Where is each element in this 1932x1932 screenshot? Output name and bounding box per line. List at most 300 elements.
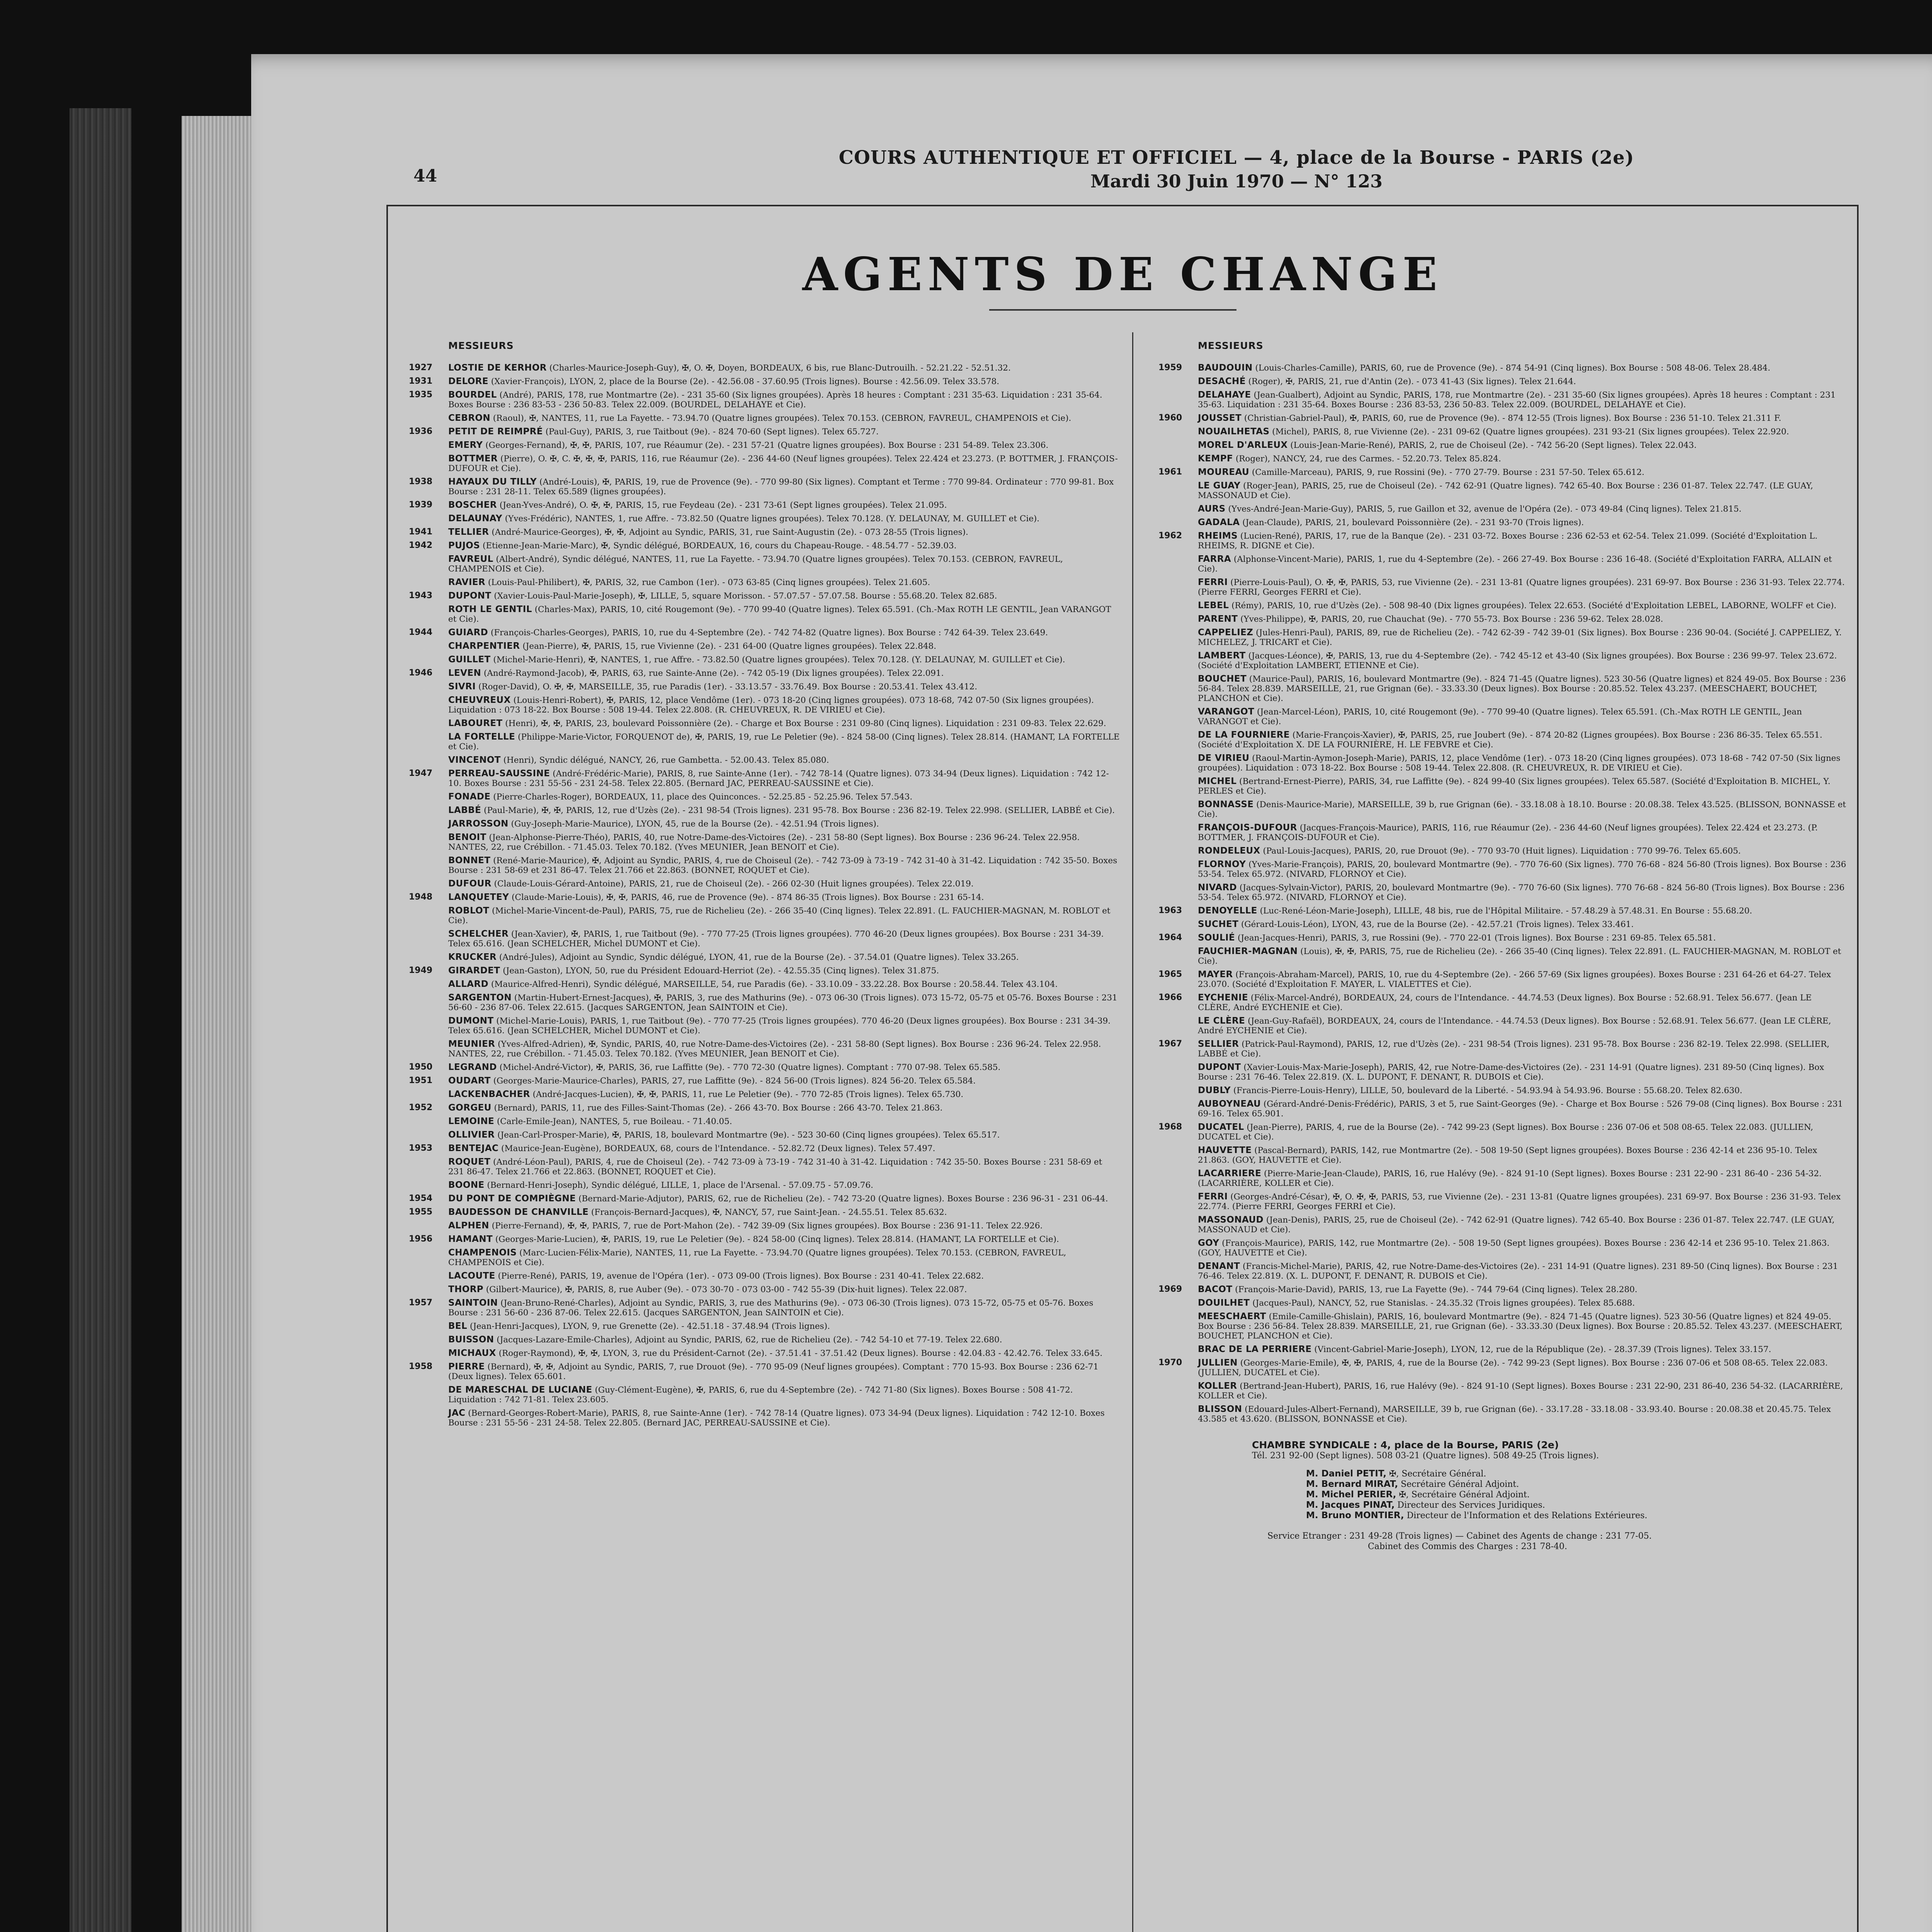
agent-name: BEL bbox=[448, 1321, 468, 1331]
agent-details: (Georges-Fernand), ✠, ✠, PARIS, 107, rue Réaumur (2e). - 231 57-21 (Quatre lignes groupées). Box Bourse : 231 54-89. Telex 23.306. bbox=[483, 440, 1049, 450]
agent-name: DE VIRIEU bbox=[1198, 753, 1250, 763]
agent-details: (Roger-Raymond), ✠, ✠, LYON, 3, rue du Président-Carnot (2e). - 37.51.41 - 37.51.42 (Deux lignes). Bourse : 42.04.83 - 42.42.76. Telex 33.645. bbox=[496, 1349, 1103, 1358]
right-column bbox=[1151, 340, 1847, 1552]
agent-entry bbox=[1151, 554, 1847, 574]
agent-details: (Charles-Maurice-Joseph-Guy), ✠, O. ✠, Doyen, BORDEAUX, 6 bis, rue Blanc-Dutrouilh. - 52.21.22 - 52.51.32. bbox=[546, 363, 1011, 373]
agent-entry bbox=[402, 718, 1121, 728]
agent-name: MICHEL bbox=[1198, 776, 1237, 786]
right-column-header: MESSIEURS bbox=[1198, 340, 1264, 351]
agent-name: LE CLÈRE bbox=[1198, 1016, 1245, 1026]
agent-details: (Maurice-Paul), PARIS, 16, boulevard Montmartre (9e). - 824 71-45 (Quatre lignes). 523 30-56 (Quatre lignes) et 824 49-05. Box Bourse : 236 56-84. Telex 28.839. MARSEILLE, 21, rue Grignan (6e). - 33.33.30 (Deux lignes). Box Bourse : 20.85.52. Telex 43.237. (MEESCHAERT, BOUCHET, PLANCHON et Cie). bbox=[1198, 674, 1846, 703]
agent-name: ROTH LE GENTIL bbox=[448, 604, 532, 614]
agent-entry bbox=[1151, 846, 1847, 856]
agent-name: DUMONT bbox=[448, 1016, 494, 1026]
agent-details: (Jean-Pierre), PARIS, 4, rue de la Bourse (2e). - 742 99-23 (Sept lignes). Box Bourse : 236 07-06 et 508 08-65. Telex 22.083. (JULLIEN, DUCATEL et Cie). bbox=[1198, 1122, 1813, 1142]
agent-entry bbox=[402, 1408, 1121, 1428]
agent-details: (André-Léon-Paul), PARIS, 4, rue de Choiseul (2e). - 742 73-09 à 73-19 - 742 31-40 à 31-42. Liquidation : 742 35-50. Boxes Bourse : 231 58-69 et 231 86-47. Telex 21.766 et 22.863. (BONNET, ROQUET et Cie). bbox=[448, 1157, 1102, 1177]
agent-entry bbox=[1151, 799, 1847, 819]
agent-year: 1949 bbox=[409, 966, 433, 975]
agent-details: (Luc-René-Léon-Marie-Joseph), LILLE, 48 bis, rue de l'Hôpital Militaire. - 57.48.29 à 57.48.31. En Bourse : 55.68.20. bbox=[1257, 906, 1752, 916]
agent-entry bbox=[402, 1089, 1121, 1099]
book-spine-edge bbox=[70, 108, 131, 1932]
agent-year: 1955 bbox=[409, 1207, 433, 1217]
agent-name: DENOYELLE bbox=[1198, 906, 1257, 916]
agent-entry bbox=[1151, 993, 1847, 1012]
agent-entry bbox=[402, 655, 1121, 665]
agent-details: (Jean-Claude), PARIS, 21, boulevard Poissonnière (2e). - 231 93-70 (Trois lignes). bbox=[1240, 518, 1584, 527]
agent-details: (Francis-Michel-Marie), PARIS, 42, rue Notre-Dame-des-Victoires (2e). - 231 14-91 (Quatre lignes). 231 89-50 (Cinq lignes). Box Bourse : 231 76-46. Telex 22.819. (X. L. DUPONT, F. DENANT, R. DUBOIS et Cie). bbox=[1198, 1262, 1838, 1281]
officer-role: ✠, Secrétaire Général Adjoint. bbox=[1396, 1490, 1530, 1500]
agent-entry bbox=[1151, 628, 1847, 647]
agent-entry bbox=[1151, 730, 1847, 750]
agent-entry bbox=[402, 500, 1121, 510]
agent-entry bbox=[402, 792, 1121, 802]
agent-name: GORGEU bbox=[448, 1103, 492, 1113]
agent-name: FRANÇOIS-DUFOUR bbox=[1198, 823, 1297, 833]
agent-details: (Bernard), ✠, ✠, Adjoint au Syndic, PARIS, 7, rue Drouot (9e). - 770 95-09 (Neuf lignes groupées). Comptant : 770 15-93. Box Bourse : 236 62-71 (Deux lignes). Telex 65.601. bbox=[448, 1362, 1099, 1381]
agent-name: FAUCHIER-MAGNAN bbox=[1198, 946, 1298, 956]
chambre-syndicale-block bbox=[1151, 1439, 1847, 1552]
agent-name: BOURDEL bbox=[448, 390, 497, 400]
agent-details: (Louis), ✠, ✠, PARIS, 75, rue de Richelieu (2e). - 266 35-40 (Cinq lignes). Telex 22.891. (L. FAUCHIER-MAGNAN, M. ROBLOT et Cie). bbox=[1198, 947, 1841, 966]
agent-name: AUBOYNEAU bbox=[1198, 1099, 1261, 1109]
agent-name: DELAHAYE bbox=[1198, 390, 1251, 400]
agent-year: 1953 bbox=[409, 1143, 433, 1153]
agent-details: (André-Raymond-Jacob), ✠, PARIS, 63, rue Sainte-Anne (2e). - 742 05-19 (Dix lignes groupées). Telex 22.091. bbox=[481, 668, 944, 678]
agent-entry bbox=[402, 1130, 1121, 1140]
agent-details: (Yves-Philippe), ✠, PARIS, 20, rue Chauchat (9e). - 770 55-73. Box Bourse : 236 59-62. Telex 28.028. bbox=[1238, 614, 1663, 624]
agent-details: (Xavier-Louis-Max-Marie-Joseph), PARIS, 42, rue Notre-Dame-des-Victoires (2e). - 231 14-91 (Quatre lignes). 231 89-50 (Cinq lignes). Box Bourse : 231 76-46. Telex 22.819. (X. L. DUPONT, F. DENANT, R. DUBOIS et Cie). bbox=[1198, 1063, 1824, 1082]
agent-details: (Claude-Louis-Gérard-Antoine), PARIS, 21, rue de Choiseul (2e). - 266 02-30 (Huit lignes groupées). Telex 22.019. bbox=[491, 879, 974, 889]
agent-entry bbox=[1151, 1404, 1847, 1424]
agent-details: (André-Louis), ✠, PARIS, 19, rue de Provence (9e). - 770 99-80 (Six lignes). Comptant et Terme : 770 99-84. Ordinateur : 770 99-81. Box Bourse : 231 28-11. Telex 65.589 (lignes groupées). bbox=[448, 477, 1114, 497]
agent-name: VARANGOT bbox=[1198, 707, 1255, 717]
officer-role: Secrétaire Général Adjoint. bbox=[1398, 1480, 1519, 1489]
agent-details: (Marc-Lucien-Félix-Marie), NANTES, 11, rue La Fayette. - 73.94.70 (Quatre lignes groupées). Telex 70.153. (CEBRON, FAVREUL, CHAMPENOIS et Cie). bbox=[448, 1248, 1066, 1267]
agent-entry bbox=[1151, 651, 1847, 670]
agent-entry bbox=[402, 427, 1121, 437]
agent-name: ALLARD bbox=[448, 979, 489, 989]
agent-details: (André-Jules), Adjoint au Syndic, Syndic délégué, LYON, 41, rue de la Bourse (2e). - 37.54.01 (Quatre lignes). Telex 33.265. bbox=[497, 952, 1019, 962]
agent-details: (Raoul), ✠, NANTES, 11, rue La Fayette. - 73.94.70 (Quatre lignes groupées). Telex 70.153. (CEBRON, FAVREUL, CHAMPENOIS et Cie). bbox=[490, 413, 1071, 423]
agent-details: (Gérard-Louis-Léon), LYON, 43, rue de la Bourse (2e). - 42.57.21 (Trois lignes). Telex 33.461. bbox=[1238, 920, 1634, 929]
agent-details: (Bernard-Marie-Adjutor), PARIS, 62, rue de Richelieu (2e). - 742 73-20 (Quatre lignes). Boxes Bourse : 236 96-31 - 231 06-44. bbox=[576, 1194, 1108, 1204]
agent-details: (Jules-Henri-Paul), PARIS, 89, rue de Richelieu (2e). - 742 62-39 - 742 39-01 (Six lignes). Box Bourse : 236 90-04. (Société J. CAPPELIEZ, Y. MICHELEZ, J. TRICART et Cie). bbox=[1198, 628, 1842, 647]
agent-entry bbox=[402, 1284, 1121, 1294]
agent-entry bbox=[402, 1348, 1121, 1358]
agent-name: LEBEL bbox=[1198, 600, 1229, 611]
officer-role: Directeur de l'Information et des Relations Extérieures. bbox=[1404, 1511, 1648, 1520]
agent-name: MAYER bbox=[1198, 969, 1233, 980]
agent-entry bbox=[1151, 1145, 1847, 1165]
agent-entry bbox=[402, 855, 1121, 875]
agent-name: PARENT bbox=[1198, 614, 1238, 624]
agent-details: (Christian-Gabriel-Paul), ✠, PARIS, 60, rue de Provence (9e). - 874 12-55 (Trois lignes). Box Bourse : 236 51-10. Telex 21.311 F. bbox=[1242, 413, 1781, 423]
agent-entry bbox=[402, 577, 1121, 587]
agent-entry bbox=[1151, 1215, 1847, 1235]
page-stack-left bbox=[182, 116, 255, 1932]
agent-details: (Louis-Henri-Robert), ✠, PARIS, 12, place Vendôme (1er). - 073 18-20 (Cinq lignes groupées). 073 18-68, 742 07-50 (Six lignes groupées). Liquidation : 073 18-22. Box Bourse : 508 19-44. Telex 22.808. (R. CHEUVREUX, R. DE VIRIEU et Cie). bbox=[448, 696, 1094, 715]
agent-year: 1963 bbox=[1158, 906, 1182, 915]
agent-entry bbox=[402, 1016, 1121, 1036]
agent-details: (Bernard), PARIS, 11, rue des Filles-Saint-Thomas (2e). - 266 43-70. Box Bourse : 266 43-70. Telex 21.863. bbox=[491, 1103, 943, 1113]
agent-entry bbox=[1151, 1016, 1847, 1036]
agent-year: 1939 bbox=[409, 500, 433, 510]
agent-entry bbox=[1151, 1284, 1847, 1294]
agent-name: DUBLY bbox=[1198, 1085, 1231, 1095]
agent-name: LABOURET bbox=[448, 718, 503, 728]
agent-entry bbox=[402, 952, 1121, 962]
agent-name: TELLIER bbox=[448, 527, 489, 537]
agent-name: BOTTMER bbox=[448, 454, 498, 464]
agent-name: JAC bbox=[448, 1408, 466, 1418]
agent-name: MOREL D'ARLEUX bbox=[1198, 440, 1288, 450]
agent-details: (Pierre-Charles-Roger), BORDEAUX, 11, place des Quinconces. - 52.25.85 - 52.25.96. Telex 57.543. bbox=[490, 792, 913, 802]
agent-details: (Bertrand-Jean-Hubert), PARIS, 16, rue Halévy (9e). - 824 91-10 (Sept lignes). Boxes Bourse : 231 22-90, 231 86-40, 236 54-32. (LACARRIÈRE, KOLLER et Cie). bbox=[1198, 1381, 1843, 1401]
agent-name: LAMBERT bbox=[1198, 651, 1246, 661]
agent-entry bbox=[402, 477, 1121, 497]
agent-entry bbox=[1151, 427, 1847, 437]
agent-entry bbox=[1151, 1168, 1847, 1188]
agent-entry bbox=[1151, 674, 1847, 703]
agent-entry bbox=[402, 732, 1121, 752]
agent-name: PIERRE bbox=[448, 1362, 485, 1372]
agent-details: (André-Maurice-Georges), ✠, ✠, Adjoint au Syndic, PARIS, 31, rue Saint-Augustin (2e). - 073 28-55 (Trois lignes). bbox=[489, 527, 968, 537]
agent-name: SCHELCHER bbox=[448, 929, 509, 939]
agent-details: (Rémy), PARIS, 10, rue d'Uzès (2e). - 508 98-40 (Dix lignes groupées). Telex 22.653. (Société d'Exploitation LEBEL, LABORNE, WOLFF et Cie). bbox=[1229, 601, 1837, 611]
agent-entry bbox=[402, 1207, 1121, 1217]
agent-name: LABBÉ bbox=[448, 805, 481, 815]
agent-details: (Etienne-Jean-Marie-Marc), ✠, Syndic délégué, BORDEAUX, 16, cours du Chapeau-Rouge. - 48.54.77 - 52.39.03. bbox=[480, 541, 957, 551]
agent-entry bbox=[1151, 776, 1847, 796]
agent-name: OLLIVIER bbox=[448, 1130, 495, 1140]
officer-role: Directeur des Services Juridiques. bbox=[1395, 1500, 1545, 1510]
agent-details: (Yves-Alfred-Adrien), ✠, Syndic, PARIS, 40, rue Notre-Dame-des-Victoires (2e). - 231 58-80 (Sept lignes). Box Bourse : 236 96-24. Telex 22.958. NANTES, 22, rue Crébillon. - 71.45.03. Telex 70.182. (Yves MEUNIER, Jean BENOIT et Cie). bbox=[448, 1039, 1101, 1059]
agent-details: (Alphonse-Vincent-Marie), PARIS, 1, rue du 4-Septembre (2e). - 266 27-49. Box Bourse : 236 16-48. (Société d'Exploitation FARRA, ALLAIN et Cie). bbox=[1198, 554, 1832, 574]
agent-details: (Louis-Charles-Camille), PARIS, 60, rue de Provence (9e). - 874 54-91 (Cinq lignes). Box Bourse : 508 48-06. Telex 28.484. bbox=[1252, 363, 1770, 373]
agent-details: (Georges-André-César), ✠, O. ✠, ✠, PARIS, 53, rue Vivienne (2e). - 231 13-81 (Quatre lignes groupées). 231 69-97. Box Bourse : 236 31-93. Telex 22.774. (Pierre FERRI, Georges FERRI et Cie). bbox=[1198, 1192, 1841, 1211]
officer-name: M. Bernard MIRAT, bbox=[1306, 1479, 1398, 1489]
agent-entry bbox=[402, 929, 1121, 949]
agent-details: (Emile-Camille-Ghislain), PARIS, 16, boulevard Montmartre (9e). - 824 71-45 (Quatre lignes). 523 30-56 (Quatre lignes) et 824 49-05. Box Bourse : 236 56-84. Telex 28.839. MARSEILLE, 21, rue Grignan (6e). - 33.33.30 (Deux lignes). Box Bourse : 20.85.52. Telex 43.237. (MEESCHAERT, BOUCHET, PLANCHON et Cie). bbox=[1198, 1312, 1843, 1341]
agent-entry bbox=[402, 1298, 1121, 1318]
agent-name: AURS bbox=[1198, 504, 1226, 514]
agent-name: FLORNOY bbox=[1198, 859, 1246, 869]
agent-year: 1968 bbox=[1158, 1122, 1182, 1132]
agent-details: (Roger-Jean), PARIS, 25, rue de Choiseul (2e). - 742 62-91 (Quatre lignes). 742 65-40. Box Bourse : 236 01-87. Telex 22.747. (LE GUAY, MASSONAUD et Cie). bbox=[1198, 481, 1813, 500]
chambre-header: CHAMBRE SYNDICALE : 4, place de la Bourse, PARIS (2e) bbox=[1252, 1439, 1559, 1451]
agent-name: DELORE bbox=[448, 376, 489, 386]
agent-name: RHEIMS bbox=[1198, 531, 1238, 541]
agent-name: BACOT bbox=[1198, 1284, 1233, 1294]
agent-name: MICHAUX bbox=[448, 1348, 496, 1358]
right-entries-list bbox=[1151, 363, 1847, 1424]
agent-name: LA FORTELLE bbox=[448, 732, 515, 742]
agent-year: 1958 bbox=[409, 1362, 433, 1371]
officer-name: M. Bruno MONTIER, bbox=[1306, 1510, 1404, 1520]
agent-details: (Roger), ✠, PARIS, 21, rue d'Antin (2e). - 073 41-43 (Six lignes). Telex 21.644. bbox=[1245, 377, 1576, 386]
agent-name: BRAC DE LA PERRIERE bbox=[1198, 1344, 1312, 1354]
agent-entry bbox=[402, 604, 1121, 624]
agent-name: MEUNIER bbox=[448, 1039, 495, 1049]
agent-entry bbox=[1151, 614, 1847, 624]
agent-details: (Lucien-René), PARIS, 17, rue de la Banque (2e). - 231 03-72. Boxes Bourse : 236 62-53 et 62-54. Telex 21.099. (Société d'Exploitation L. RHEIMS, R. DIGNE et Cie). bbox=[1198, 531, 1818, 551]
agent-year: 1951 bbox=[409, 1076, 433, 1085]
agent-name: MOUREAU bbox=[1198, 467, 1250, 477]
agent-entry bbox=[1151, 883, 1847, 902]
agent-name: BAUDESSON DE CHANVILLE bbox=[448, 1207, 589, 1217]
left-column-header: MESSIEURS bbox=[448, 340, 514, 351]
agent-entry bbox=[1151, 413, 1847, 423]
agent-entry bbox=[402, 805, 1121, 815]
officer-line bbox=[1252, 1469, 1847, 1479]
agent-entry bbox=[402, 363, 1121, 373]
officer-line bbox=[1252, 1500, 1847, 1510]
agent-name: BENTEJAC bbox=[448, 1143, 499, 1153]
agent-name: GADALA bbox=[1198, 517, 1240, 527]
agent-entry bbox=[402, 1385, 1121, 1405]
agent-details: (Denis-Maurice-Marie), MARSEILLE, 39 b, rue Grignan (6e). - 33.18.08 à 18.10. Bourse : 20.08.38. Telex 43.525. (BLISSON, BONNASSE et Cie). bbox=[1198, 800, 1846, 819]
agent-entry bbox=[1151, 969, 1847, 989]
page-title: AGENTS DE CHANGE bbox=[802, 247, 1443, 301]
agent-name: LEVEN bbox=[448, 668, 481, 678]
agent-name: DOUILHET bbox=[1198, 1298, 1250, 1308]
agent-details: (Michel-André-Victor), ✠, PARIS, 36, rue Laffitte (9e). - 770 72-30 (Quatre lignes). Comptant : 770 07-98. Telex 65.585. bbox=[497, 1063, 1001, 1072]
agent-entry bbox=[1151, 707, 1847, 726]
agent-entry bbox=[402, 832, 1121, 852]
agent-details: (Louis-Jean-Marie-René), PARIS, 2, rue de Choiseul (2e). - 742 56-20 (Sept lignes). Telex 22.043. bbox=[1287, 440, 1697, 450]
masthead-publication: COURS AUTHENTIQUE ET OFFICIEL — 4, place de la Bourse - PARIS (2e) bbox=[838, 147, 1634, 168]
agent-entry bbox=[402, 682, 1121, 692]
agent-details: (Jean-Marcel-Léon), PARIS, 10, cité Rougemont (9e). - 770 99-40 (Quatre lignes). Telex 65.591. (Ch.-Max ROTH LE GENTIL, Jean VARANGOT et Cie). bbox=[1198, 707, 1802, 726]
agent-year: 1927 bbox=[409, 363, 433, 372]
agent-details: (Pierre-Louis-Paul), O. ✠, ✠, PARIS, 53, rue Vivienne (2e). - 231 13-81 (Quatre lignes groupées). 231 69-97. Box Bourse : 236 31-93. Telex 22.774. (Pierre FERRI, Georges FERRI et Cie). bbox=[1198, 578, 1845, 597]
agent-entry bbox=[402, 1234, 1121, 1244]
agent-details: (Raoul-Martin-Aymon-Joseph-Marie), PARIS, 12, place Vendôme (1er). - 073 18-20 (Cinq lignes groupées). 073 18-68 - 742 07-50 (Six lignes groupées). Liquidation : 073 18-22. Box Bourse : 508 19-44. Telex 22.808. (R. CHEUVREUX, R. DE VIRIEU et Cie). bbox=[1198, 753, 1840, 773]
agent-entry bbox=[1151, 390, 1847, 410]
agent-details: (Patrick-Paul-Raymond), PARIS, 12, rue d'Uzès (2e). - 231 98-54 (Trois lignes). 231 95-78. Box Bourse : 236 82-19. Telex 22.998. (SELLIER, LABBÉ et Cie). bbox=[1198, 1039, 1830, 1059]
agent-name: GIRARDET bbox=[448, 966, 500, 976]
agent-name: PUJOS bbox=[448, 541, 480, 551]
agent-details: (Paul-Guy), PARIS, 3, rue Taitbout (9e). - 824 70-60 (Sept lignes). Telex 65.727. bbox=[543, 427, 879, 437]
agent-details: (Henri), Syndic délégué, NANCY, 26, rue Gambetta. - 52.00.43. Telex 85.080. bbox=[500, 755, 829, 765]
agent-details: (Francis-Pierre-Louis-Henry), LILLE, 50, boulevard de la Liberté. - 54.93.94 à 54.93.96. Bourse : 55.68.20. Telex 82.630. bbox=[1231, 1086, 1743, 1095]
agent-name: JARROSSON bbox=[448, 819, 509, 829]
agent-year: 1960 bbox=[1158, 413, 1182, 423]
agent-details: (Jacques-Paul), NANCY, 52, rue Stanislas. - 24.35.32 (Trois lignes groupées). Telex 85.688. bbox=[1250, 1298, 1635, 1308]
agent-entry bbox=[1151, 376, 1847, 386]
agent-details: (Carle-Emile-Jean), NANTES, 5, rue Boileau. - 71.40.05. bbox=[494, 1117, 732, 1126]
agent-details: (Vincent-Gabriel-Marie-Joseph), LYON, 12, rue de la République (2e). - 28.37.39 (Trois lignes). Telex 33.157. bbox=[1311, 1345, 1771, 1354]
agent-name: JULLIEN bbox=[1198, 1358, 1238, 1368]
agent-name: KOLLER bbox=[1198, 1381, 1237, 1391]
masthead bbox=[734, 147, 1739, 192]
agent-entry bbox=[402, 1271, 1121, 1281]
agent-entry bbox=[1151, 440, 1847, 450]
agent-entry bbox=[402, 1335, 1121, 1345]
agent-entry bbox=[1151, 1062, 1847, 1082]
agent-year: 1942 bbox=[409, 541, 433, 550]
agent-entry bbox=[1151, 1358, 1847, 1378]
agent-details: (Michel), PARIS, 8, rue Vivienne (2e). - 231 09-62 (Quatre lignes groupées). 231 93-21 (Six lignes groupées). Telex 22.920. bbox=[1269, 427, 1789, 437]
agent-entry bbox=[402, 454, 1121, 473]
agent-entry bbox=[1151, 517, 1847, 527]
agent-details: (Martin-Hubert-Ernest-Jacques), ✠, PARIS, 3, rue des Mathurins (9e). - 073 06-30 (Trois lignes). 073 15-72, 05-75 et 05-76. Boxes Bourse : 231 56-60 - 236 87-06. Telex 22.615. (Jacques SARGENTON, Jean SAINTOIN et Cie). bbox=[448, 993, 1117, 1012]
agent-name: DUCATEL bbox=[1198, 1122, 1244, 1132]
agent-entry bbox=[402, 1039, 1121, 1059]
agent-entry bbox=[1151, 600, 1847, 611]
agent-year: 1952 bbox=[409, 1103, 433, 1112]
agent-details: (Georges-Marie-Emile), ✠, ✠, PARIS, 4, rue de la Bourse (2e). - 742 99-23 (Sept lignes). Box Bourse : 236 07-06 et 508 08-65. Telex 22.083. (JULLIEN, DUCATEL et Cie). bbox=[1198, 1358, 1828, 1378]
agent-name: VINCENOT bbox=[448, 755, 501, 765]
agent-name: HAUVETTE bbox=[1198, 1145, 1252, 1155]
agent-details: (Philippe-Marie-Victor, FORQUENOT de), ✠, PARIS, 19, rue Le Peletier (9e). - 824 58-00 (Cinq lignes). Telex 28.814. (HAMANT, LA FORTELLE et Cie). bbox=[448, 732, 1120, 752]
cabinet-commis: Cabinet des Commis des Charges : 231 78-40. bbox=[1368, 1542, 1567, 1551]
agent-details: (Jacques-Lazare-Emile-Charles), Adjoint au Syndic, PARIS, 62, rue de Richelieu (2e). - 742 54-10 et 77-19. Telex 22.680. bbox=[494, 1335, 1002, 1345]
agent-year: 1965 bbox=[1158, 969, 1182, 979]
agent-details: (Jean-Xavier), ✠, PARIS, 1, rue Taitbout (9e). - 770 77-25 (Trois lignes groupées). 770 46-20 (Deux lignes groupées). Box Bourse : 231 34-39. Telex 65.616. (Jean SCHELCHER, Michel DUMONT et Cie). bbox=[448, 929, 1104, 949]
agent-details: (Jean-Henri-Jacques), LYON, 9, rue Grenette (2e). - 42.51.18 - 37.48.94 (Trois lignes). bbox=[467, 1321, 830, 1331]
agent-entry bbox=[1151, 1381, 1847, 1401]
agent-name: JOUSSET bbox=[1198, 413, 1242, 423]
agent-year: 1969 bbox=[1158, 1284, 1182, 1294]
agent-name: EYCHENIE bbox=[1198, 993, 1248, 1003]
agent-details: (François-Abraham-Marcel), PARIS, 10, rue du 4-Septembre (2e). - 266 57-69 (Six lignes groupées). Boxes Bourse : 231 64-26 et 64-27. Telex 23.070. (Société d'Exploitation F. MAYER, L. VIALETTES et Cie). bbox=[1198, 970, 1831, 989]
agent-details: (Louis-Paul-Philibert), ✠, PARIS, 32, rue Cambon (1er). - 073 63-85 (Cinq lignes groupées). Telex 21.605. bbox=[485, 578, 930, 587]
agent-details: (Georges-Marie-Maurice-Charles), PARIS, 27, rue Laffitte (9e). - 824 56-00 (Trois lignes). 824 56-20. Telex 65.584. bbox=[490, 1076, 976, 1086]
agent-entry bbox=[1151, 1099, 1847, 1119]
agent-details: (François-Charles-Georges), PARIS, 10, rue du 4-Septembre (2e). - 742 74-82 (Quatre lignes). Box Bourse : 742 64-39. Telex 23.649. bbox=[488, 628, 1048, 638]
chambre-telephone: Tél. 231 92-00 (Sept lignes). 508 03-21 (Quatre lignes). 508 49-25 (Trois lignes). bbox=[1252, 1451, 1599, 1461]
agent-entry bbox=[402, 628, 1121, 638]
agent-entry bbox=[402, 1103, 1121, 1113]
agent-entry bbox=[1151, 363, 1847, 373]
agent-entry bbox=[402, 755, 1121, 765]
agent-details: (Maurice-Jean-Eugène), BORDEAUX, 68, cours de l'Intendance. - 52.82.72 (Deux lignes). Telex 57.497. bbox=[498, 1144, 935, 1153]
agent-entry bbox=[402, 390, 1121, 410]
agent-name: CEBRON bbox=[448, 413, 491, 423]
agent-name: DUPONT bbox=[448, 591, 492, 601]
agent-entry bbox=[1151, 1192, 1847, 1211]
agent-name: HAMANT bbox=[448, 1234, 493, 1244]
officer-role: ✠, Secrétaire Général. bbox=[1386, 1469, 1486, 1479]
agent-entry bbox=[1151, 467, 1847, 477]
agent-details: (Bernard-Georges-Robert-Marie), PARIS, 8, rue Sainte-Anne (1er). - 742 78-14 (Quatre lignes). 073 34-94 (Deux lignes). Liquidation : 742 12-10. Boxes Bourse : 231 55-56 - 231 24-58. Telex 22.805. (Bernard JAC, PERREAU-SAUSSINE et Cie). bbox=[448, 1408, 1105, 1428]
officer-line bbox=[1252, 1490, 1847, 1500]
agent-details: (Michel-Marie-Louis), PARIS, 1, rue Taitbout (9e). - 770 77-25 (Trois lignes groupées). 770 46-20 (Deux lignes groupées). Box Bourse : 231 34-39. Telex 65.616. (Jean SCHELCHER, Michel DUMONT et Cie). bbox=[448, 1016, 1111, 1036]
agent-entry bbox=[402, 641, 1121, 651]
agent-name: DE LA FOURNIERE bbox=[1198, 730, 1290, 740]
agent-details: (Jacques-François-Maurice), PARIS, 116, rue Réaumur (2e). - 236 44-60 (Neuf lignes groupées). Telex 22.424 et 23.273. (P. BOTTMER, J. FRANÇOIS-DUFOUR et Cie). bbox=[1198, 823, 1818, 842]
agent-name: CHARPENTIER bbox=[448, 641, 520, 651]
agent-name: FAVREUL bbox=[448, 554, 493, 564]
agent-entry bbox=[402, 1362, 1121, 1381]
agent-year: 1970 bbox=[1158, 1358, 1182, 1367]
agent-details: (Xavier-François), LYON, 2, place de la Bourse (2e). - 42.56.08 - 37.60.95 (Trois lignes). Bourse : 42.56.09. Telex 33.578. bbox=[488, 377, 1000, 386]
agent-year: 1947 bbox=[409, 769, 433, 778]
agent-entry bbox=[1151, 504, 1847, 514]
agent-year: 1961 bbox=[1158, 467, 1182, 477]
agent-details: (Maurice-Alfred-Henri), Syndic délégué, MARSEILLE, 54, rue Paradis (6e). - 33.10.09 - 33.22.28. Box Bourse : 20.58.44. Telex 43.104. bbox=[488, 980, 1058, 989]
agent-name: ALPHEN bbox=[448, 1221, 489, 1231]
agent-entry bbox=[1151, 577, 1847, 597]
agent-details: (Claude-Marie-Louis), ✠, ✠, PARIS, 46, rue de Provence (9e). - 874 86-35 (Trois lignes). Box Bourse : 231 65-14. bbox=[509, 893, 984, 902]
agent-details: (Guy-Clément-Eugène), ✠, PARIS, 6, rue du 4-Septembre (2e). - 742 71-80 (Six lignes). Boxes Bourse : 508 41-72. Liquidation : 742 71-81. Telex 23.605. bbox=[448, 1385, 1073, 1405]
agent-details: (Jean-Pierre), ✠, PARIS, 15, rue Vivienne (2e). - 231 64-00 (Quatre lignes groupées). Telex 22.848. bbox=[520, 641, 937, 651]
agent-name: ROBLOT bbox=[448, 906, 490, 916]
agent-entry bbox=[1151, 1298, 1847, 1308]
agent-name: SARGENTON bbox=[448, 993, 512, 1003]
agent-name: DELAUNAY bbox=[448, 514, 502, 524]
agent-name: BOUCHET bbox=[1198, 674, 1247, 684]
agent-name: LANQUETEY bbox=[448, 892, 509, 902]
agent-year: 1950 bbox=[409, 1062, 433, 1072]
agent-year: 1938 bbox=[409, 477, 433, 486]
page-number: 44 bbox=[413, 166, 437, 186]
agent-details: (Charles-Max), PARIS, 10, cité Rougemont (9e). - 770 99-40 (Quatre lignes). Telex 65.591. (Ch.-Max ROTH LE GENTIL, Jean VARANGOT et Cie). bbox=[448, 605, 1111, 624]
agent-details: (Pierre), O. ✠, C. ✠, ✠, ✠, PARIS, 116, rue Réaumur (2e). - 236 44-60 (Neuf lignes groupées). Telex 22.424 et 23.273. (P. BOTTMER, J. FRANÇOIS-DUFOUR et Cie). bbox=[448, 454, 1118, 473]
agent-entry bbox=[402, 440, 1121, 450]
agent-entry bbox=[402, 1321, 1121, 1331]
agent-name: CHAMPENOIS bbox=[448, 1248, 517, 1258]
agent-details: (René-Marie-Maurice), ✠, Adjoint au Syndic, PARIS, 4, rue de Choiseul (2e). - 742 73-09 à 73-19 - 742 31-40 à 31-42. Liquidation : 742 35-50. Boxes Bourse : 231 58-69 et 231 86-47. Telex 21.766 et 22.863. (BONNET, ROQUET et Cie). bbox=[448, 856, 1117, 875]
agent-name: LACKENBACHER bbox=[448, 1089, 530, 1099]
agent-name: MASSONAUD bbox=[1198, 1215, 1264, 1225]
agent-year: 1943 bbox=[409, 591, 433, 600]
agent-name: HAYAUX DU TILLY bbox=[448, 477, 537, 487]
agent-name: BONNET bbox=[448, 855, 491, 866]
agent-name: NOUAILHETAS bbox=[1198, 427, 1270, 437]
agent-details: (Jean-Carl-Prosper-Marie), ✠, PARIS, 18, boulevard Montmartre (9e). - 523 30-60 (Cinq lignes groupées). Telex 65.517. bbox=[495, 1130, 1000, 1140]
agent-name: MEESCHAERT bbox=[1198, 1311, 1266, 1321]
agent-year: 1962 bbox=[1158, 531, 1182, 541]
agent-name: SAINTOIN bbox=[448, 1298, 498, 1308]
agent-details: (Edouard-Jules-Albert-Fernand), MARSEILLE, 39 b, rue Grignan (6e). - 33.17.28 - 33.18.08 - 33.93.40. Bourse : 20.08.38 et 20.45.75. Telex 43.585 et 43.620. (BLISSON, BONNASSE et Cie). bbox=[1198, 1405, 1831, 1424]
agent-name: FERRI bbox=[1198, 577, 1228, 587]
agent-year: 1954 bbox=[409, 1194, 433, 1203]
agent-details: (Marie-François-Xavier), ✠, PARIS, 25, rue Joubert (9e). - 874 20-82 (Lignes groupées). Box Bourse : 236 86-35. Telex 65.551. (Société d'Exploitation X. DE LA FOURNIÈRE, H. LE FEBVRE et Cie). bbox=[1198, 730, 1823, 750]
agent-name: DE MARESCHAL DE LUCIANE bbox=[448, 1385, 592, 1395]
agent-entry bbox=[1151, 1085, 1847, 1095]
agent-entry bbox=[1151, 1039, 1847, 1059]
agent-name: SELLIER bbox=[1198, 1039, 1239, 1049]
agent-details: (Jean-Guy-Rafaël), BORDEAUX, 24, cours de l'Intendance. - 44.74.53 (Deux lignes). Box Bourse : 52.68.91. Telex 56.677. (Jean LE CLÈRE, André EYCHENIE et Cie). bbox=[1198, 1016, 1831, 1036]
agent-details: (Roger), NANCY, 24, rue des Carmes. - 52.20.73. Telex 85.824. bbox=[1233, 454, 1501, 464]
agent-entry bbox=[402, 668, 1121, 678]
agent-name: SIVRI bbox=[448, 682, 476, 692]
agent-entry bbox=[1151, 859, 1847, 879]
agent-entry bbox=[402, 906, 1121, 925]
agent-details: (Jacques-Léonce), ✠, PARIS, 13, rue du 4-Septembre (2e). - 742 45-12 et 43-40 (Six lignes groupées). Box Bourse : 236 99-97. Telex 23.672. (Société d'Exploitation LAMBERT, ETIENNE et Cie). bbox=[1198, 651, 1837, 670]
agent-details: (François-Marie-David), PARIS, 13, rue La Fayette (9e). - 744 79-64 (Cinq lignes). Telex 28.280. bbox=[1232, 1285, 1638, 1294]
agent-name: GUIARD bbox=[448, 628, 488, 638]
agent-name: DUFOUR bbox=[448, 879, 492, 889]
agent-entry bbox=[402, 879, 1121, 889]
agent-name: BAUDOUIN bbox=[1198, 363, 1253, 373]
agent-name: BLISSON bbox=[1198, 1404, 1242, 1414]
agent-details: (Paul-Louis-Jacques), PARIS, 20, rue Drouot (9e). - 770 93-70 (Huit lignes). Liquidation : 770 99-76. Telex 65.605. bbox=[1260, 846, 1741, 856]
agent-name: RAVIER bbox=[448, 577, 486, 587]
agent-details: (Jean-Yves-André), O. ✠, ✠, PARIS, 15, rue Feydeau (2e). - 231 73-61 (Sept lignes groupées). Telex 21.095. bbox=[497, 500, 947, 510]
agent-details: (Gilbert-Maurice), ✠, PARIS, 8, rue Auber (9e). - 073 30-70 - 073 03-00 - 742 55-39 (Dix-huit lignes). Telex 22.087. bbox=[483, 1285, 967, 1294]
agent-name: BENOIT bbox=[448, 832, 486, 842]
agent-year: 1957 bbox=[409, 1298, 433, 1308]
agent-entry bbox=[402, 1076, 1121, 1086]
agent-entry bbox=[1151, 946, 1847, 966]
agent-entry bbox=[1151, 1311, 1847, 1341]
agent-entry bbox=[402, 966, 1121, 976]
agent-name: LACOUTE bbox=[448, 1271, 495, 1281]
